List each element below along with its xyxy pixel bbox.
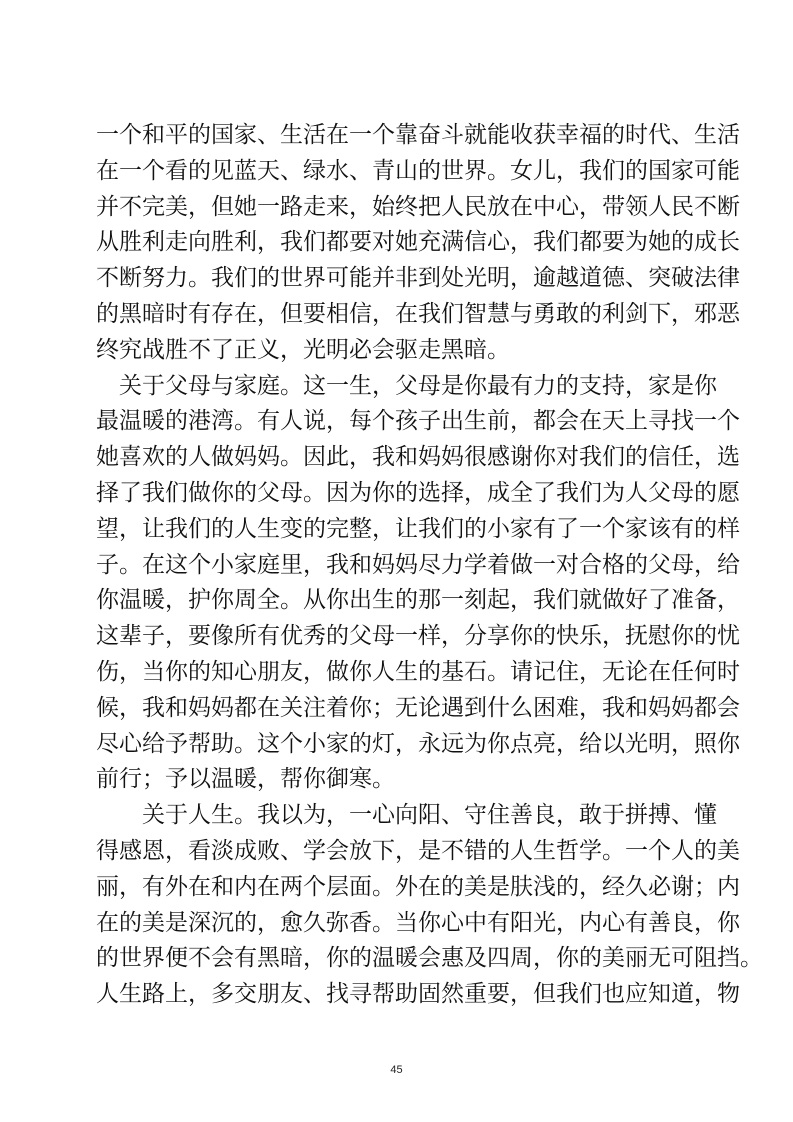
text-line: 丽，有外在和内在两个层面。外在的美是肤浅的，经久必谢；内 xyxy=(96,873,740,900)
text-line: 尽心给予帮助。这个小家的灯，永远为你点亮，给以光明，照你 xyxy=(96,730,740,757)
text-line: 子。在这个小家庭里，我和妈妈尽力学着做一对合格的父母，给 xyxy=(96,551,740,578)
text-line: 不断努力。我们的世界可能并非到处光明，逾越道德、突破法律 xyxy=(96,265,740,292)
text-line: 最温暖的港湾。有人说，每个孩子出生前，都会在天上寻找一个 xyxy=(96,408,740,435)
text-line: 人生路上，多交朋友、找寻帮助固然重要，但我们也应知道，物 xyxy=(96,981,740,1008)
text-line: 择了我们做你的父母。因为你的选择，成全了我们为人父母的愿 xyxy=(96,479,740,506)
text-line: 你温暖，护你周全。从你出生的那一刻起，我们就做好了准备， xyxy=(96,587,740,614)
text-line: 的黑暗时有存在，但要相信，在我们智慧与勇敢的利剑下，邪恶 xyxy=(96,300,740,327)
body-text xyxy=(96,118,763,1013)
text-line: 她喜欢的人做妈妈。因此，我和妈妈很感谢你对我们的信任，选 xyxy=(96,444,740,471)
paragraph-family xyxy=(96,369,740,799)
text-line: 一个和平的国家、生活在一个靠奋斗就能收获幸福的时代、生活 xyxy=(96,122,740,148)
text-line: 的世界便不会有黑暗，你的温暖会惠及四周，你的美丽无可阻挡。 xyxy=(96,945,763,972)
text-line: 伤，当你的知心朋友，做你人生的基石。请记住，无论在任何时 xyxy=(96,658,740,685)
text-line: 在的美是深沉的，愈久弥香。当你心中有阳光，内心有善良，你 xyxy=(96,909,740,936)
text-line: 候，我和妈妈都在关注着你；无论遇到什么困难，我和妈妈都会 xyxy=(96,694,740,721)
text-line: 关于人生。我以为，一心向阳、守住善良，敢于拼搏、懂 xyxy=(96,802,717,829)
text-line: 并不完美，但她一路走来，始终把人民放在中心，带领人民不断 xyxy=(96,193,740,220)
text-line: 从胜利走向胜利，我们都要对她充满信心，我们都要为她的成长 xyxy=(96,229,740,256)
page-number: 45 xyxy=(390,1064,403,1076)
text-line: 得感恩，看淡成败、学会放下，是不错的人生哲学。一个人的美 xyxy=(96,837,740,864)
paragraph-country xyxy=(96,118,740,369)
paragraph-life xyxy=(96,798,763,1013)
text-line: 终究战胜不了正义，光明必会驱走黑暗。 xyxy=(96,336,510,363)
text-line: 在一个看的见蓝天、绿水、青山的世界。女儿，我们的国家可能 xyxy=(96,157,740,184)
text-line: 前行；予以温暖，帮你御寒。 xyxy=(96,766,395,793)
text-line: 这辈子，要像所有优秀的父母一样，分享你的快乐，抚慰你的忧 xyxy=(96,623,740,650)
text-line: 关于父母与家庭。这一生，父母是你最有力的支持，家是你 xyxy=(96,372,717,399)
text-line: 望，让我们的人生变的完整，让我们的小家有了一个家该有的样 xyxy=(96,515,740,542)
